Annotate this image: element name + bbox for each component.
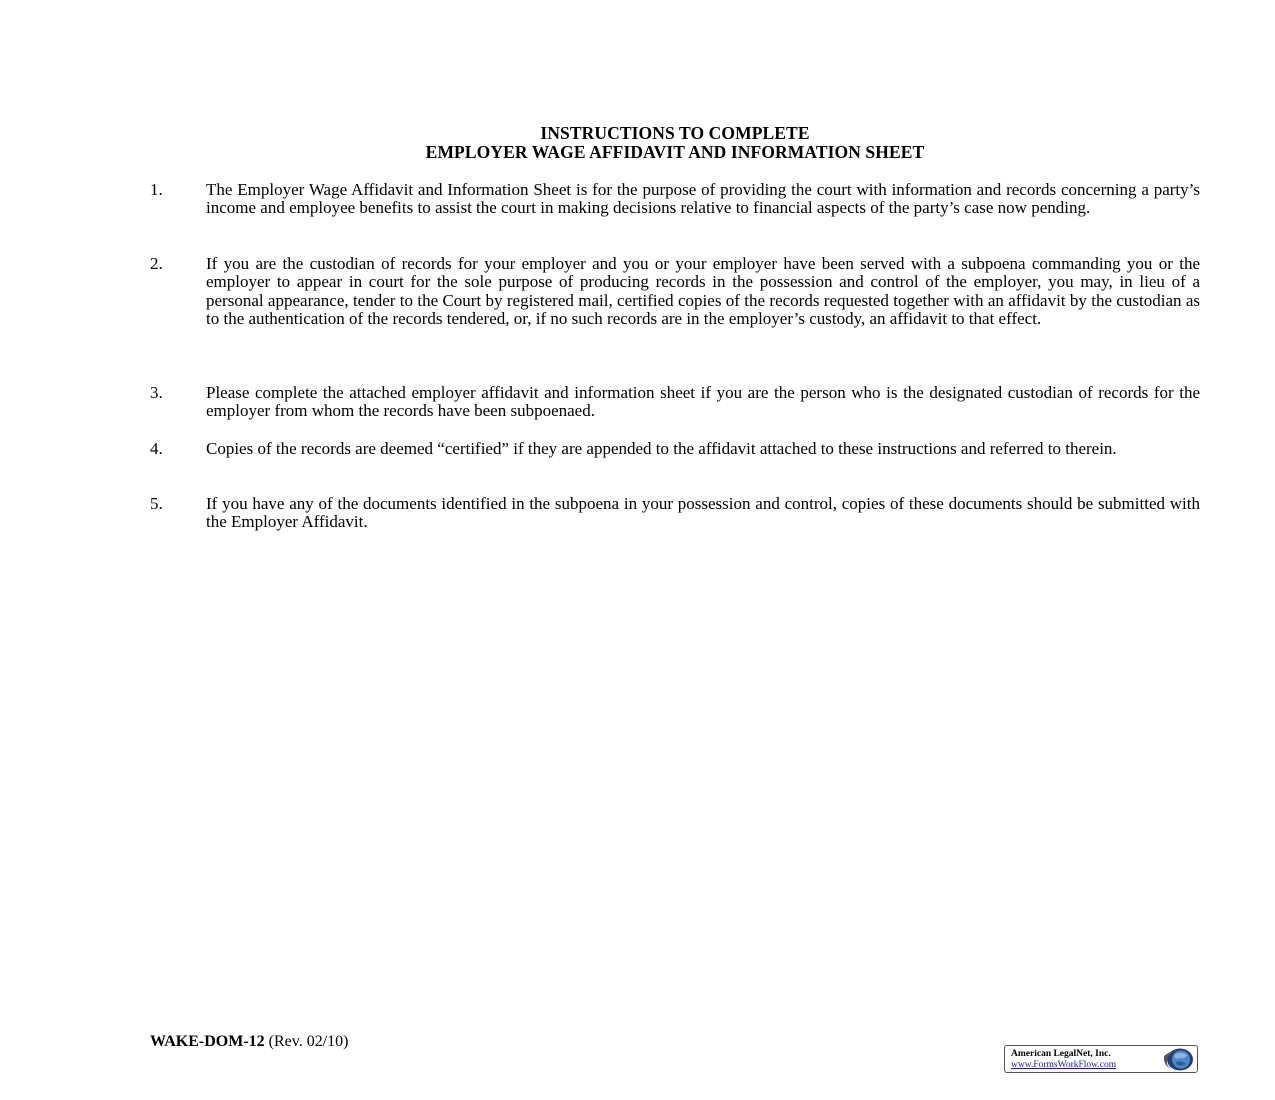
instruction-number: 3. xyxy=(150,383,163,402)
instruction-number: 2. xyxy=(150,254,163,273)
instruction-text: The Employer Wage Affidavit and Information Sheet is for the purpose of providing the court with information and records concerning a party’s income and employee benefits to assist the court in making decisions relative to financial aspects of the party’s case now pending. xyxy=(206,180,1200,218)
instruction-number: 4. xyxy=(150,439,163,458)
form-code-footer xyxy=(150,1033,349,1051)
instruction-text: If you are the custodian of records for your employer and you or your employer have been served with a subpoena commanding you or the employer to appear in court for the sole purpose of producing records in the possession and control of the employer, you may, in lieu of a personal appearance, tender to the Court by registered mail, certified copies of the records requested together with an affidavit by the custodian as to the authentication of the records tendered, or, if no such records are in the employer’s custody, an affidavit to that effect. xyxy=(206,254,1200,329)
form-revision: (Rev. 02/10) xyxy=(268,1033,349,1050)
document-title-line-1: INSTRUCTIONS TO COMPLETE xyxy=(540,123,810,143)
globe-logo-icon xyxy=(1159,1047,1195,1072)
publisher-name: American LegalNet, Inc. xyxy=(1011,1049,1111,1059)
instruction-text: Copies of the records are deemed “certified” if they are appended to the affidavit attached to these instructions and referred to therein. xyxy=(206,439,1117,458)
publisher-badge[interactable] xyxy=(1004,1045,1198,1073)
publisher-website-link[interactable]: www.FormsWorkFlow.com xyxy=(1011,1060,1117,1070)
document-title-line-2: EMPLOYER WAGE AFFIDAVIT AND INFORMATION SHEET xyxy=(425,142,925,162)
instruction-number: 5. xyxy=(150,494,163,513)
instruction-text: Please complete the attached employer affidavit and information sheet if you are the person who is the designated custodian of records for the employer from whom the records have been subpoenaed. xyxy=(206,383,1200,421)
instruction-text: If you have any of the documents identified in the subpoena in your possession and control, copies of these documents should be submitted with the Employer Affidavit. xyxy=(206,494,1200,532)
form-code: WAKE-DOM-12 xyxy=(150,1033,265,1050)
instruction-number: 1. xyxy=(150,180,163,199)
